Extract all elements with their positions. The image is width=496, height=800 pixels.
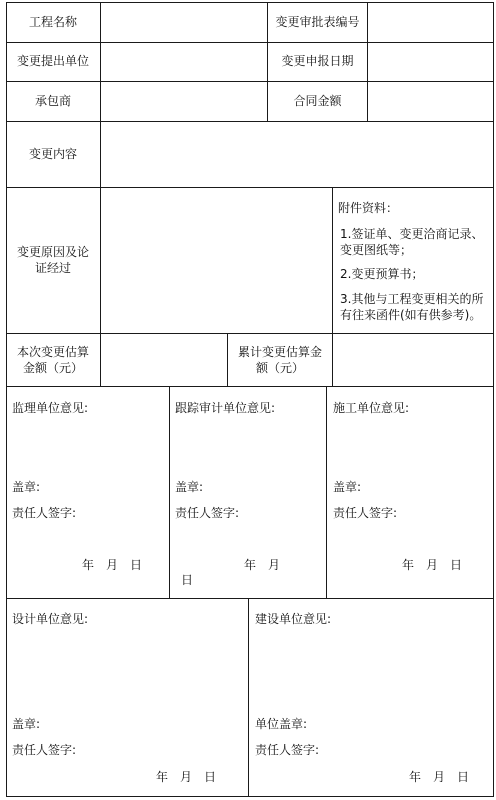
owner-seal-label: 单位盖章: — [255, 717, 308, 731]
audit-date: 年 月 — [244, 558, 281, 572]
change-approval-no-label: 变更审批表编号 — [275, 15, 360, 29]
current-estimate-label-cont: 金额（元） — [22, 361, 83, 375]
cumulative-estimate-field[interactable] — [333, 334, 493, 386]
contractor-field[interactable] — [101, 82, 267, 121]
cumulative-estimate-label-cont: 额（元） — [255, 361, 304, 375]
design-signer-label: 责任人签字: — [12, 743, 77, 757]
audit-seal-label: 盖章: — [175, 480, 204, 494]
apply-date-field[interactable] — [368, 43, 493, 81]
supervision-opinion-title: 监理单位意见: — [12, 401, 89, 415]
change-reason-label-cont: 证经过 — [34, 261, 71, 275]
cumulative-estimate-label: 累计变更估算金 — [237, 345, 322, 359]
construction-date: 年 月 日 — [402, 558, 463, 572]
contract-amount-field[interactable] — [368, 82, 493, 121]
attachment-item-3-cont: 有往来函件(如有供参考)。 — [340, 308, 482, 322]
design-date: 年 月 日 — [156, 770, 217, 784]
supervision-signer-label: 责任人签字: — [12, 506, 77, 520]
contractor-label: 承包商 — [34, 94, 71, 108]
proposer-unit-label: 变更提出单位 — [16, 54, 89, 68]
owner-signer-label: 责任人签字: — [255, 743, 320, 757]
attachments-title: 附件资料： — [338, 201, 399, 215]
attachment-item-3: 3.其他与工程变更相关的所 — [340, 292, 484, 306]
change-reason-field[interactable] — [101, 188, 332, 333]
rule — [332, 187, 333, 333]
construction-seal-label: 盖章: — [333, 480, 362, 494]
rule — [6, 796, 494, 797]
audit-opinion-title: 跟踪审计单位意见: — [175, 401, 276, 415]
project-name-field[interactable] — [101, 3, 267, 42]
current-estimate-field[interactable] — [101, 334, 227, 386]
construction-opinion-title: 施工单位意见: — [333, 401, 410, 415]
owner-opinion-field[interactable] — [249, 599, 493, 796]
proposer-unit-field[interactable] — [101, 43, 267, 81]
attachment-item-2: 2.变更预算书； — [340, 267, 424, 281]
owner-date: 年 月 日 — [409, 770, 470, 784]
rule — [493, 2, 494, 797]
audit-signer-label: 责任人签字: — [175, 506, 240, 520]
design-opinion-field[interactable] — [7, 599, 248, 796]
supervision-seal-label: 盖章: — [12, 480, 41, 494]
change-approval-no-field[interactable] — [368, 3, 493, 42]
design-opinion-title: 设计单位意见: — [12, 612, 89, 626]
change-reason-label: 变更原因及论 — [16, 245, 89, 259]
apply-date-label: 变更申报日期 — [281, 54, 354, 68]
change-content-label: 变更内容 — [28, 147, 77, 161]
owner-opinion-title: 建设单位意见: — [255, 612, 332, 626]
supervision-date: 年 月 日 — [82, 558, 143, 572]
contract-amount-label: 合同金额 — [293, 94, 342, 108]
attachment-item-1: 1.签证单、变更洽商记录、 — [340, 227, 484, 241]
construction-signer-label: 责任人签字: — [333, 506, 398, 520]
current-estimate-label: 本次变更估算 — [16, 345, 89, 359]
attachment-item-1-cont: 变更图纸等； — [340, 243, 413, 257]
project-name-label: 工程名称 — [28, 15, 77, 29]
audit-date-day: 日 — [181, 573, 194, 587]
design-seal-label: 盖章: — [12, 717, 41, 731]
change-content-field[interactable] — [101, 122, 493, 187]
